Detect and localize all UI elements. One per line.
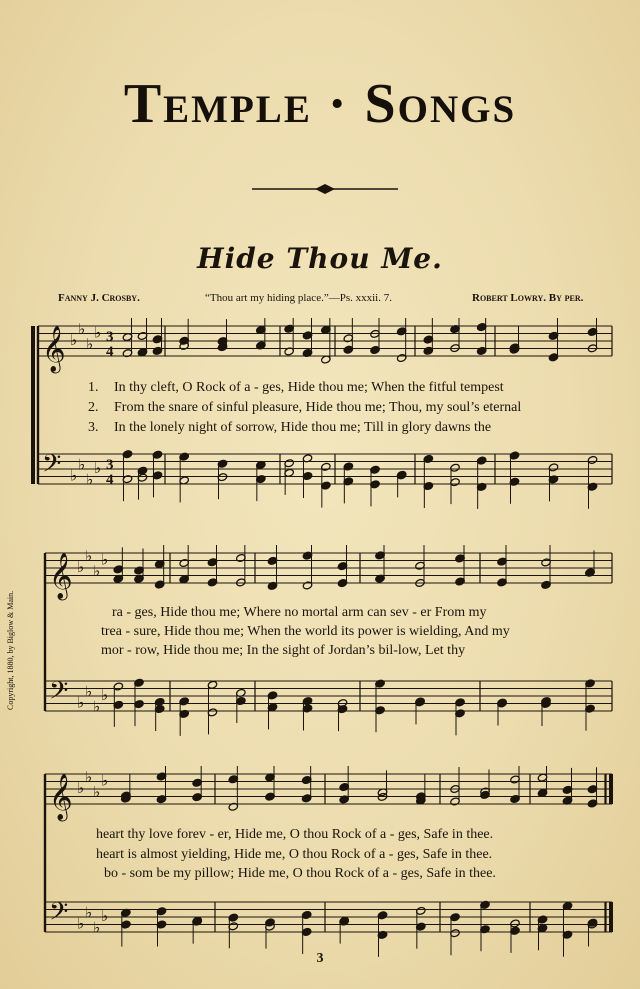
- lyric-line: heart thy love forev - er, Hide me, O thou Rock of a - ges, Safe in thee.: [96, 827, 494, 842]
- flat-sign: ♭: [78, 455, 86, 474]
- flat-sign: ♭: [101, 686, 109, 704]
- final-barline-thick: [609, 774, 613, 804]
- treble-clef: 𝄞: [49, 774, 73, 820]
- flat-sign: ♭: [85, 546, 93, 565]
- flat-sign: ♭: [101, 907, 109, 925]
- time-signature-top: 3: [106, 329, 114, 345]
- lyric-line: heart is almost yielding, Hide me, O thou Rock of a - ges, Safe in thee.: [96, 847, 493, 862]
- hymn-title: Hide Thou Me.: [197, 242, 443, 275]
- lyric-line: mor - row, Hide thou me; In the sight of Jordan’s bil-low, Let thy: [101, 643, 466, 658]
- flat-sign: ♭: [85, 903, 93, 922]
- treble-clef: 𝄞: [42, 326, 66, 372]
- flat-sign: ♭: [77, 558, 85, 576]
- copyright-notice: Copyright, 1880, by Biglow & Main.: [6, 590, 15, 710]
- lyric-line: 1. In thy cleft, O Rock of a - ges, Hide thou me; When the fitful tempest: [88, 380, 504, 395]
- flat-sign: ♭: [93, 782, 101, 801]
- page-number: 3: [316, 951, 324, 966]
- flat-sign: ♭: [77, 693, 85, 712]
- lyric-line: bo - som be my pillow; Hide me, O thou Rock of a - ges, Safe in thee.: [104, 866, 496, 881]
- flat-sign: ♭: [101, 771, 109, 790]
- flat-sign: ♭: [93, 561, 101, 580]
- flat-sign: ♭: [85, 682, 93, 701]
- flat-sign: ♭: [93, 697, 101, 716]
- title-rule-ornament: [250, 183, 400, 197]
- flat-sign: ♭: [78, 319, 86, 338]
- treble-clef: 𝄞: [49, 553, 73, 599]
- flat-sign: ♭: [86, 470, 94, 489]
- flat-sign: ♭: [70, 331, 78, 349]
- lyric-line: 2. From the snare of sinful pleasure, Hide thou me; Thou, my soul’s eternal: [88, 400, 522, 415]
- staff-notation-1: [0, 318, 640, 516]
- time-signature-bottom: 4: [106, 472, 114, 488]
- time-signature-top: 3: [106, 457, 114, 473]
- final-barline-thick: [609, 902, 613, 932]
- flat-sign: ♭: [77, 779, 85, 797]
- flat-sign: ♭: [93, 918, 101, 937]
- scripture-reference: “Thou art my hiding place.”—Ps. xxxii. 7.: [205, 292, 392, 304]
- time-signature-bottom: 4: [106, 344, 114, 360]
- composer-credit: Robert Lowry. By per.: [472, 292, 584, 304]
- lyric-line: trea - sure, Hide thou me; When the world its power is wielding, And my: [101, 624, 510, 639]
- flat-sign: ♭: [70, 466, 78, 485]
- bass-clef: 𝄢: [49, 897, 69, 933]
- lyric-line: 3. In the lonely night of sorrow, Hide thou me; Till in glory dawns the: [88, 420, 492, 435]
- author-credit: Fanny J. Crosby.: [58, 292, 140, 304]
- system-brace: [31, 326, 35, 484]
- flat-sign: ♭: [86, 334, 94, 353]
- flat-sign: ♭: [101, 550, 109, 569]
- staff-notation-3: [0, 766, 640, 964]
- book-title: Temple · Songs: [123, 73, 517, 135]
- flat-sign: ♭: [94, 323, 102, 342]
- lyric-line: ra - ges, Hide thou me; Where no mortal arm can sev - er From my: [112, 605, 487, 620]
- flat-sign: ♭: [94, 459, 102, 477]
- bass-clef: 𝄢: [49, 676, 69, 712]
- bass-clef: 𝄢: [42, 449, 62, 485]
- flat-sign: ♭: [77, 914, 85, 933]
- flat-sign: ♭: [85, 767, 93, 786]
